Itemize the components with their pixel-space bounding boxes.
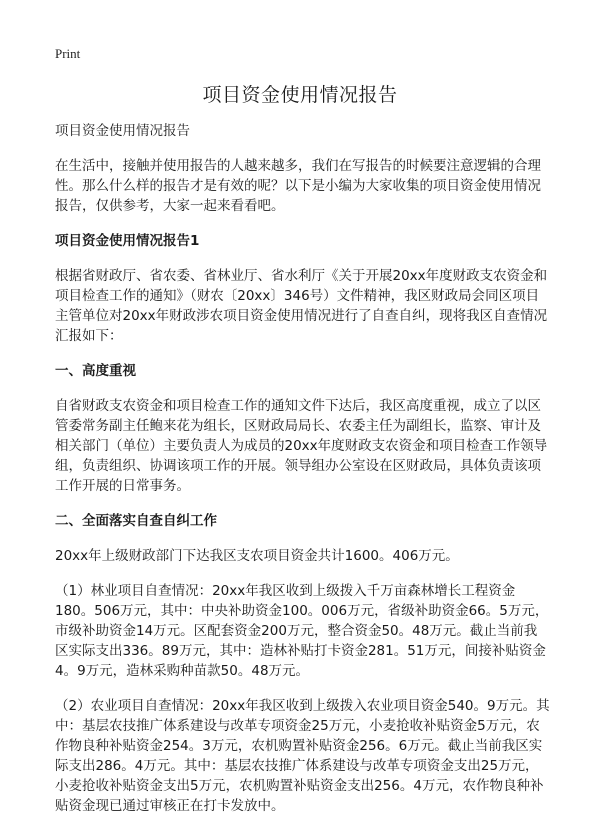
print-link[interactable]: Print — [55, 46, 81, 61]
section-heading: 项目资金使用情况报告1 — [55, 233, 200, 249]
paragraph-1: 根据省财政厅、省农委、省林业厅、省水利厅《关于开展20xx年度财政支农资金和项目检查工作的通知》（财农〔20xx〕346号）文件精神，我区财政局会同区项目主管单位对20xx年财政涉农项目资金使用情况进行了自查自纠，现将我区自查情况汇报如下： — [55, 268, 548, 344]
paragraph-4: （1）林业项目自查情况：20xx年我区收到上级拨入千万亩森林增长工程资金180。506万元，其中：中央补助资金100。006万元，省级补助资金66。5万元，市级补助资金14万元。区配套资金200万元，整合资金50。48万元。截止当前我区实际支出336。89万元，其中：造林补贴打卡资金281。51万元，间接补贴资金4。9万元，造林采购种苗款50。48万元。 — [55, 583, 549, 679]
heading-2: 二、全面落实自查自纠工作 — [55, 513, 217, 529]
document-subtitle: 项目资金使用情况报告 — [55, 123, 190, 139]
page-title: 项目资金使用情况报告 — [202, 84, 398, 106]
intro-paragraph: 在生活中，接触并使用报告的人越来越多，我们在写报告的时候要注意逻辑的合理性。那么什么样的报告才是有效的呢？以下是小编为大家收集的项目资金使用情况报告，仅供参考，大家一起来看看吧。 — [55, 158, 541, 214]
heading-1: 一、高度重视 — [55, 363, 136, 379]
paragraph-2: 自省财政支农资金和项目检查工作的通知文件下达后，我区高度重视，成立了以区管委常务副主任鲍来花为组长，区财政局局长、农委主任为副组长，监察、审计及相关部门（单位）主要负责人为成员的20xx年度财政支农资金和项目检查工作领导组，负责组织、协调该项工作的开展。领导组办公室设在区财政局，具体负责该项工作开展的日常事务。 — [55, 398, 548, 494]
paragraph-3: 20xx年上级财政部门下达我区支农项目资金共计1600。406万元。 — [55, 548, 459, 564]
paragraph-5: （2）农业项目自查情况：20xx年我区收到上级拨入农业项目资金540。9万元。其中：基层农技推广体系建设与改革专项资金25万元，小麦抢收补贴资金5万元，农作物良种补贴资金254。3万元，农机购置补贴资金256。6万元。截止当前我区实际支出286。4万元。其中：基层农技推广体系建设与改革专项资金支出25万元，小麦抢收补贴资金支出5万元，农机购置补贴资金支出256。4万元，农作物良种补贴资金现已通过审核正在打卡发放中。 — [55, 698, 550, 814]
document-body — [55, 121, 550, 831]
